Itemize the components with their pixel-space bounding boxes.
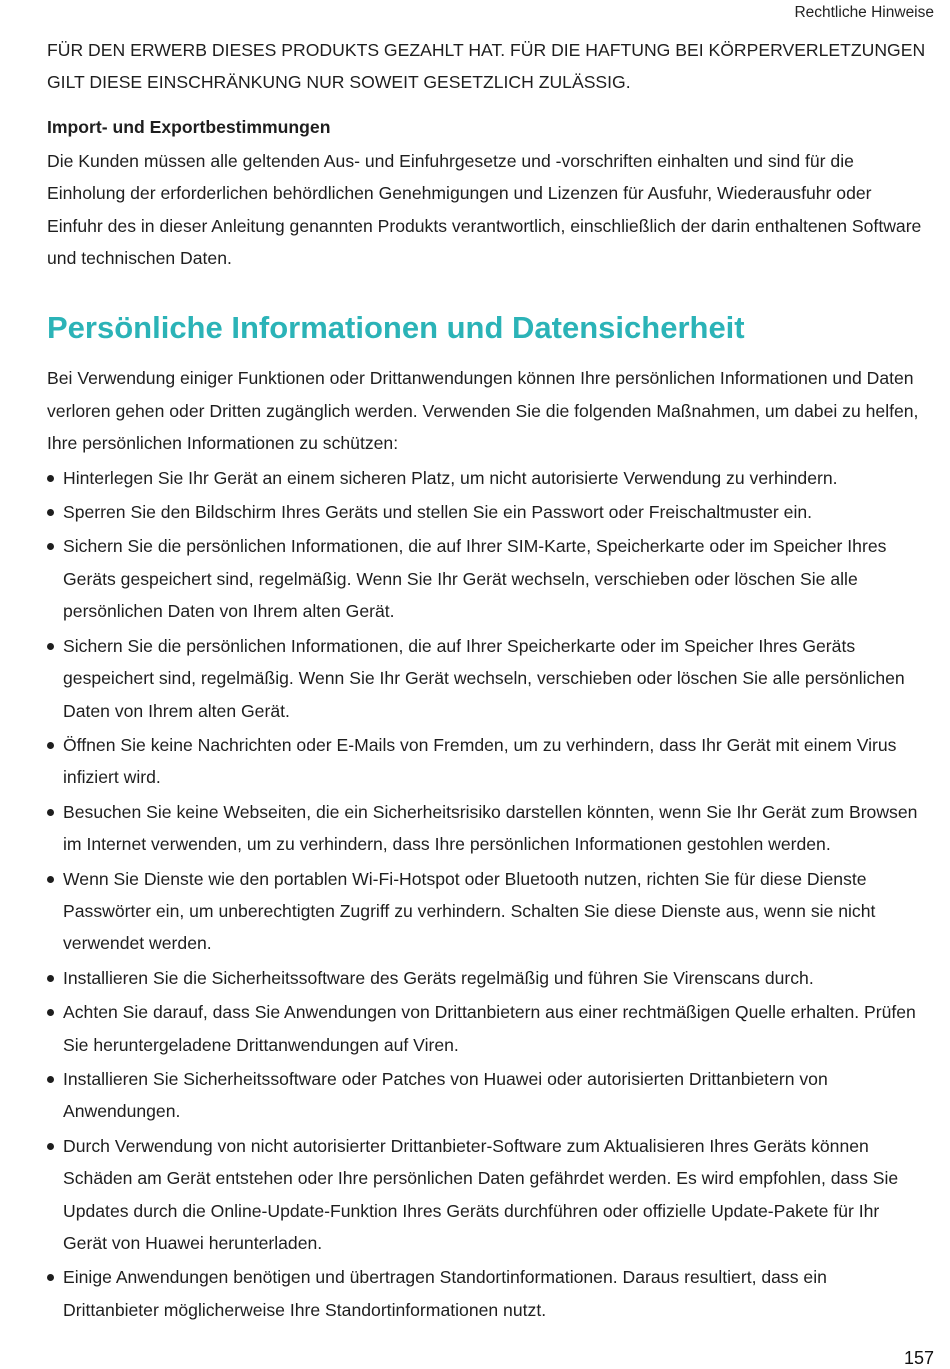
list-item-text: Sichern Sie die persönlichen Informationen, die auf Ihrer Speicherkarte oder im Speicher Ihres Geräts gespeichert sind, regelmäßig. Wenn Sie Ihr Gerät wechseln, verschieben oder löschen Sie alle persönlichen Daten von Ihrem alten Gerät. — [63, 635, 905, 721]
intro-paragraph: FÜR DEN ERWERB DIESES PRODUKTS GEZAHLT HAT. FÜR DIE HAFTUNG BEI KÖRPERVERLETZUNGEN GILT DIESE EINSCHRÄNKUNG NUR SOWEIT GESETZLICH ZULÄSSIG. — [47, 40, 926, 93]
section-header: Rechtliche Hinweise — [794, 4, 934, 21]
list-item — [47, 1063, 927, 1128]
bullet-icon — [47, 876, 54, 883]
bullet-icon — [47, 975, 54, 982]
bullet-icon — [47, 1274, 54, 1281]
bullet-icon — [47, 1076, 54, 1083]
privacy-intro-paragraph: Bei Verwendung einiger Funktionen oder Drittanwendungen können Ihre persönlichen Informationen und Daten verloren gehen oder Dritten zugänglich werden. Verwenden Sie die folgenden Maßnahmen, um dabei zu helfen, Ihre persönlichen Informationen zu schützen: — [47, 368, 919, 454]
bullet-icon — [47, 643, 54, 650]
list-item-text: Sperren Sie den Bildschirm Ihres Geräts und stellen Sie ein Passwort oder Freischaltmuster ein. — [63, 502, 813, 523]
bullet-icon — [47, 509, 54, 516]
list-item-text: Sichern Sie die persönlichen Informationen, die auf Ihrer SIM-Karte, Speicherkarte oder im Speicher Ihres Geräts gespeichert sind, regelmäßig. Wenn Sie Ihr Gerät wechseln, verschieben oder löschen Sie alle persönlichen Daten von Ihrem alten Gerät. — [63, 536, 887, 622]
list-item — [47, 1261, 927, 1326]
privacy-bullet-list — [47, 462, 927, 1327]
list-item — [47, 462, 927, 494]
list-item-text: Installieren Sie die Sicherheitssoftware des Geräts regelmäßig und führen Sie Virenscans durch. — [63, 967, 814, 988]
bullet-icon — [47, 1143, 54, 1150]
list-item-text: Achten Sie darauf, dass Sie Anwendungen von Drittanbietern aus einer rechtmäßigen Quelle erhalten. Prüfen Sie heruntergeladene Drittanwendungen auf Viren. — [63, 1002, 916, 1055]
bullet-icon — [47, 475, 54, 482]
list-item — [47, 996, 927, 1061]
page-number: 157 — [903, 1348, 934, 1368]
bullet-icon — [47, 1009, 54, 1016]
bullet-icon — [47, 543, 54, 550]
list-item — [47, 796, 927, 861]
list-item-text: Einige Anwendungen benötigen und übertragen Standortinformationen. Daraus resultiert, dass ein Drittanbieter möglicherweise Ihre Standortinformationen nutzt. — [63, 1267, 827, 1320]
list-item-text: Öffnen Sie keine Nachrichten oder E-Mails von Fremden, um zu verhindern, dass Ihr Gerät mit einem Virus infiziert wird. — [63, 734, 897, 788]
list-item — [47, 530, 927, 627]
list-item-text: Wenn Sie Dienste wie den portablen Wi-Fi-Hotspot oder Bluetooth nutzen, richten Sie für diese Dienste Passwörter ein, um unberechtigten Zugriff zu verhindern. Schalten Sie diese Dienste aus, wenn sie nicht verwendet werden. — [63, 868, 876, 954]
bullet-icon — [47, 809, 54, 816]
list-item-text: Besuchen Sie keine Webseiten, die ein Sicherheitsrisiko darstellen könnten, wenn Sie Ihr Gerät zum Browsen im Internet verwenden, um zu verhindern, dass Ihre persönlichen Informationen gestohlen werden. — [63, 801, 918, 855]
list-item — [47, 1130, 927, 1260]
document-body — [47, 34, 927, 1328]
import-export-paragraph: Die Kunden müssen alle geltenden Aus- und Einfuhrgesetze und -vorschriften einhalten und sind für die Einholung der erforderlichen behördlichen Genehmigungen und Lizenzen für Ausfuhr, Wiederausfuhr oder Einfuhr des in dieser Anleitung genannten Produkts verantwortlich, einschließlich der darin enthaltenen Software und technischen Daten. — [47, 150, 922, 269]
list-item-text: Hinterlegen Sie Ihr Gerät an einem sicheren Platz, um nicht autorisierte Verwendung zu verhindern. — [63, 467, 838, 488]
list-item-text: Durch Verwendung von nicht autorisierter Drittanbieter-Software zum Aktualisieren Ihres Geräts können Schäden am Gerät entstehen oder Ihre persönlichen Daten gefährdet werden. Es wird empfohlen, dass Sie Updates durch die Online-Update-Funktion Ihres Geräts durchführen oder offizielle Update-Pakete für Ihr Gerät von Huawei herunterladen. — [63, 1135, 899, 1253]
privacy-heading: Persönliche Informationen und Datensicherheit — [47, 310, 745, 346]
list-item — [47, 496, 927, 528]
list-item — [47, 630, 927, 727]
list-item — [47, 962, 927, 994]
list-item — [47, 729, 927, 794]
list-item — [47, 863, 927, 960]
import-export-heading: Import- und Exportbestimmungen — [47, 116, 331, 137]
list-item-text: Installieren Sie Sicherheitssoftware oder Patches von Huawei oder autorisierten Drittanbietern von Anwendungen. — [63, 1068, 828, 1122]
bullet-icon — [47, 742, 54, 749]
